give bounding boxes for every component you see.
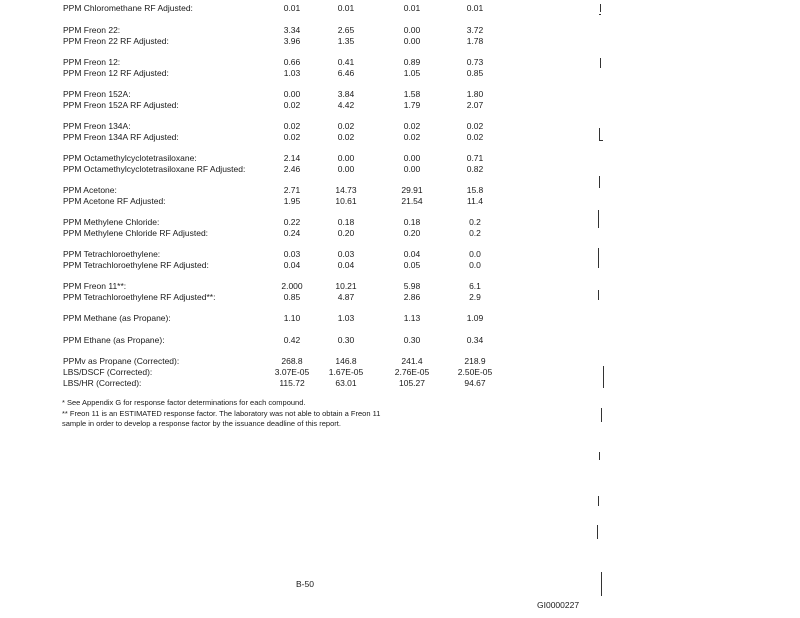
footnote-1: * See Appendix G for response factor determinations for each compound. [62, 398, 306, 407]
row-value-3: 21.54 [401, 196, 423, 206]
row-value-2: 4.87 [337, 292, 355, 302]
scan-edge-mark [600, 58, 601, 68]
row-value-4: 1.80 [466, 89, 484, 99]
row-value-1: 0.02 [283, 132, 301, 142]
row-value-3: 0.00 [403, 164, 421, 174]
row-value-3: 0.20 [403, 228, 421, 238]
row-label: PPM Freon 152A: [63, 89, 131, 99]
row-value-3: 0.02 [403, 121, 421, 131]
row-value-4: 0.82 [466, 164, 484, 174]
row-value-1: 268.8 [281, 356, 303, 366]
row-value-3: 1.13 [403, 313, 421, 323]
row-value-4: 0.2 [469, 228, 481, 238]
row-value-3: 0.30 [403, 335, 421, 345]
row-value-1: 0.03 [283, 249, 301, 259]
row-value-1: 2.14 [283, 153, 301, 163]
row-value-3: 5.98 [403, 281, 421, 291]
scan-edge-mark [601, 408, 602, 422]
row-value-2: 14.73 [335, 185, 357, 195]
row-value-2: 0.03 [337, 249, 355, 259]
row-value-4: 0.2 [469, 217, 481, 227]
row-value-1: 0.02 [283, 100, 301, 110]
row-label: LBS/DSCF (Corrected): [63, 367, 153, 377]
row-value-4: 3.72 [466, 25, 484, 35]
row-value-3: 2.86 [403, 292, 421, 302]
row-value-3: 0.00 [403, 36, 421, 46]
scan-edge-mark [603, 366, 604, 388]
row-value-2: 0.00 [337, 153, 355, 163]
row-value-2: 0.18 [337, 217, 355, 227]
row-label: PPM Freon 22 RF Adjusted: [63, 36, 169, 46]
row-value-3: 0.05 [403, 260, 421, 270]
row-value-1: 0.85 [283, 292, 301, 302]
row-value-1: 0.66 [283, 57, 301, 67]
row-value-3: 1.05 [403, 68, 421, 78]
row-value-4: 15.8 [466, 185, 484, 195]
row-value-3: 29.91 [401, 185, 423, 195]
row-value-1: 1.95 [283, 196, 301, 206]
row-value-1: 3.07E-05 [274, 367, 310, 377]
row-value-3: 0.04 [403, 249, 421, 259]
row-value-2: 0.02 [337, 132, 355, 142]
row-value-4: 6.1 [469, 281, 481, 291]
row-value-3: 1.58 [403, 89, 421, 99]
row-value-2: 10.61 [335, 196, 357, 206]
row-value-3: 0.89 [403, 57, 421, 67]
scan-edge-mark [598, 290, 599, 300]
footnote-2-continued: sample in order to develop a response factor by the issuance deadline of this report. [62, 419, 341, 428]
row-value-1: 0.04 [283, 260, 301, 270]
row-value-1: 1.03 [283, 68, 301, 78]
row-value-2: 6.46 [337, 68, 355, 78]
row-label: PPM Acetone: [63, 185, 117, 195]
row-value-4: 0.02 [466, 121, 484, 131]
row-label: LBS/HR (Corrected): [63, 378, 142, 388]
row-label: PPM Freon 22: [63, 25, 121, 35]
row-value-4: 0.85 [466, 68, 484, 78]
row-value-2: 1.67E-05 [328, 367, 364, 377]
row-label: PPM Tetrachloroethylene RF Adjusted: [63, 260, 209, 270]
scan-edge-mark [598, 248, 599, 268]
row-label: PPM Tetrachloroethylene RF Adjusted**: [63, 292, 216, 302]
row-value-4: 2.9 [469, 292, 481, 302]
row-value-4: 2.50E-05 [457, 367, 493, 377]
row-value-2: 1.35 [337, 36, 355, 46]
row-label: PPMv as Propane (Corrected): [63, 356, 180, 366]
row-label: PPM Freon 134A RF Adjusted: [63, 132, 179, 142]
row-label: PPM Octamethylcyclotetrasiloxane RF Adjusted: [63, 164, 246, 174]
row-value-1: 0.00 [283, 89, 301, 99]
row-label: PPM Methylene Chloride: [63, 217, 160, 227]
row-value-2: 63.01 [335, 378, 357, 388]
row-value-3: 1.79 [403, 100, 421, 110]
page-number: B-50 [296, 579, 314, 589]
row-value-2: 3.84 [337, 89, 355, 99]
row-value-1: 0.02 [283, 121, 301, 131]
row-value-4: 1.78 [466, 36, 484, 46]
row-value-4: 0.0 [469, 260, 481, 270]
row-value-4: 0.34 [466, 335, 484, 345]
scan-edge-mark [598, 496, 599, 506]
row-value-3: 0.00 [403, 25, 421, 35]
row-label: PPM Chloromethane RF Adjusted: [63, 3, 193, 13]
row-value-2: 0.01 [337, 3, 355, 13]
row-label: PPM Freon 134A: [63, 121, 131, 131]
row-value-4: 0.02 [466, 132, 484, 142]
row-value-1: 2.46 [283, 164, 301, 174]
row-value-4: 0.71 [466, 153, 484, 163]
scan-edge-mark [599, 128, 600, 140]
row-value-2: 10.21 [335, 281, 357, 291]
row-label: PPM Ethane (as Propane): [63, 335, 165, 345]
document-id: GI0000227 [537, 600, 580, 610]
row-label: PPM Freon 12 RF Adjusted: [63, 68, 169, 78]
row-value-3: 0.18 [403, 217, 421, 227]
row-value-3: 0.01 [403, 3, 421, 13]
row-value-4: 1.09 [466, 313, 484, 323]
scan-edge-mark [599, 14, 601, 15]
scan-edge-mark [601, 572, 602, 596]
row-value-2: 0.41 [337, 57, 355, 67]
row-value-2: 0.02 [337, 121, 355, 131]
row-label: PPM Acetone RF Adjusted: [63, 196, 166, 206]
row-value-1: 0.01 [283, 3, 301, 13]
row-value-4: 0.01 [466, 3, 484, 13]
row-value-4: 218.9 [464, 356, 486, 366]
row-value-1: 115.72 [279, 378, 305, 388]
row-value-1: 0.42 [283, 335, 301, 345]
row-value-3: 105.27 [399, 378, 425, 388]
row-value-3: 0.02 [403, 132, 421, 142]
row-value-4: 0.73 [466, 57, 484, 67]
scan-edge-mark [598, 210, 599, 228]
scan-edge-mark [599, 452, 600, 460]
row-label: PPM Tetrachloroethylene: [63, 249, 161, 259]
scan-edge-mark [597, 525, 598, 539]
row-value-1: 3.96 [283, 36, 301, 46]
row-label: PPM Freon 152A RF Adjusted: [63, 100, 179, 110]
scan-edge-mark [599, 140, 603, 141]
row-value-2: 0.00 [337, 164, 355, 174]
row-value-4: 11.4 [467, 196, 483, 206]
row-value-2: 2.65 [337, 25, 355, 35]
footnotes [62, 398, 462, 430]
row-label: PPM Octamethylcyclotetrasiloxane: [63, 153, 197, 163]
row-value-3: 2.76E-05 [394, 367, 430, 377]
row-value-3: 0.00 [403, 153, 421, 163]
row-value-1: 3.34 [283, 25, 301, 35]
row-label: PPM Methylene Chloride RF Adjusted: [63, 228, 209, 238]
row-value-1: 0.22 [283, 217, 301, 227]
scan-edge-mark [599, 176, 600, 188]
row-value-1: 2.71 [283, 185, 301, 195]
footnote-2: ** Freon 11 is an ESTIMATED response factor. The laboratory was not able to obtain a Freon 11 [62, 408, 381, 418]
row-value-1: 2.000 [281, 281, 303, 291]
row-label: PPM Freon 11**: [63, 281, 127, 291]
row-label: PPM Freon 12: [63, 57, 121, 67]
scan-edge-mark [600, 4, 601, 12]
row-value-4: 0.0 [469, 249, 481, 259]
row-value-1: 1.10 [283, 313, 301, 323]
row-value-2: 0.30 [337, 335, 355, 345]
row-label: PPM Methane (as Propane): [63, 313, 171, 323]
row-value-4: 2.07 [466, 100, 484, 110]
row-value-2: 146.8 [335, 356, 357, 366]
row-value-1: 0.24 [283, 228, 301, 238]
row-value-2: 4.42 [337, 100, 355, 110]
row-value-2: 1.03 [337, 313, 355, 323]
row-value-2: 0.04 [337, 260, 355, 270]
row-value-3: 241.4 [401, 356, 423, 366]
row-value-4: 94.67 [464, 378, 486, 388]
row-value-2: 0.20 [337, 228, 355, 238]
